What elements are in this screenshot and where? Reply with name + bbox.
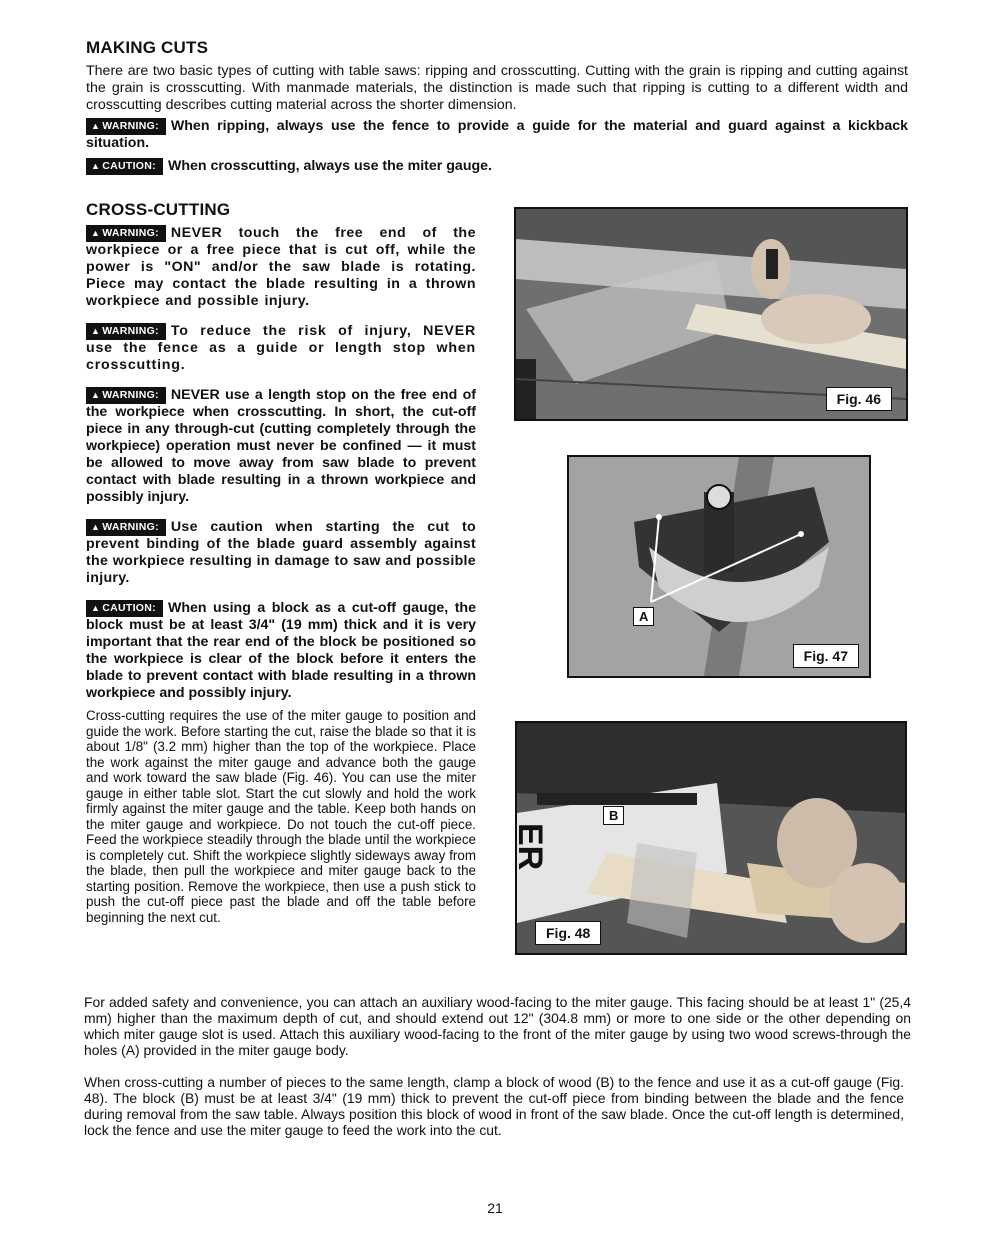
warning-block: ▲ WARNING: NEVER touch the free end of the workpiece or a free piece that is cut off, while the power is "ON" and/or the saw blade is rotating. Piece may contact the blade resulting in a thrown workpiece and possible injury.	[86, 225, 476, 309]
warning-triangle-icon: ▲	[91, 326, 101, 336]
caution-badge: ▲ CAUTION:	[86, 600, 163, 617]
saw-brand-logo: ER	[511, 823, 549, 871]
making-cuts-intro: There are two basic types of cutting with table saws: ripping and crosscutting. Cutting with the grain is ripping and cutting against the grain is crosscutting. With manmade materials, the distinction is made such that ripping is cutting to a different width and crosscutting describes cutting material across the shorter dimension.	[86, 63, 908, 113]
warning-triangle-icon: ▲	[91, 161, 101, 171]
page-number: 21	[487, 1200, 503, 1216]
warning-triangle-icon: ▲	[91, 390, 101, 400]
cross-cutting-body: Cross-cutting requires the use of the miter gauge to position and guide the work. Before starting the cut, raise the blade so that it is about 1/8" (3.2 mm) higher than the top of the workpiece. Place the work against the miter gauge and advance both the gauge and work toward the saw blade (Fig. 46). You can use the miter gauge in either table slot. Start the cut slowly and hold the work firmly against the miter gauge and the table. Keep both hands on the miter gauge and workpiece. Do not touch the cut-off piece. Feed the workpiece steadily through the blade until the workpiece is completely cut. Shift the workpiece slightly sideways away from the blade, then pull the workpiece and miter gauge back to the starting position. Remove the workpiece, then use a push stick to push the cut-off piece past the blade and off the table before beginning the next cut.	[86, 708, 476, 925]
cutoff-block-illustration	[517, 723, 905, 953]
ripping-warning: ▲ WARNING: When ripping, always use the fence to provide a guide for the material and guard against a kickback situation.	[86, 118, 908, 151]
figure-48-label: Fig. 48	[535, 921, 601, 945]
figure-46-label: Fig. 46	[826, 387, 892, 411]
section-heading-cross-cutting: CROSS-CUTTING	[86, 200, 231, 219]
warning-badge: ▲ WARNING:	[86, 519, 166, 536]
callout-b: B	[603, 806, 624, 825]
warning-triangle-icon: ▲	[91, 522, 101, 532]
crosscutting-caution: ▲ CAUTION: When crosscutting, always use the miter gauge.	[86, 158, 908, 175]
caution-block: ▲ CAUTION: When using a block as a cut-off gauge, the block must be at least 3/4" (19 mm) thick and it is very important that the rear end of the block be positioned so the workpiece is clear of the block before it enters the blade to prevent contact with blade resulting in a thrown workpiece and possibly injury.	[86, 600, 476, 701]
cutoff-gauge-paragraph: When cross-cutting a number of pieces to the same length, clamp a block of wood (B) to the fence and use it as a cut-off gauge (Fig. 48). The block (B) must be at least 3/4" (19 mm) thick to prevent the cut-off piece from binding between the blade and the fence during removal from the saw table. Always position this block of wood in front of the saw blade. Once the cut-off length is determined, lock the fence and use the miter gauge to feed the work into the cut.	[84, 1074, 904, 1138]
cross-cutting-column	[86, 225, 476, 938]
warning-triangle-icon: ▲	[91, 603, 101, 613]
warning-badge: ▲ WARNING:	[86, 387, 166, 404]
warning-badge: ▲ WARNING:	[86, 118, 166, 135]
section-heading-making-cuts: MAKING CUTS	[86, 38, 209, 57]
warning-block: ▲ WARNING: To reduce the risk of injury, NEVER use the fence as a guide or length stop when crosscutting.	[86, 323, 476, 373]
warning-badge: ▲ WARNING:	[86, 323, 166, 340]
figure-46-photo	[514, 207, 908, 421]
figure-47-label: Fig. 47	[793, 644, 859, 668]
figure-47-photo	[567, 455, 871, 678]
warning-triangle-icon: ▲	[91, 228, 101, 238]
callout-a: A	[633, 607, 654, 626]
wood-facing-paragraph: For added safety and convenience, you can attach an auxiliary wood-facing to the miter gauge. This facing should be at least 1" (25,4 mm) higher than the maximum depth of cut, and should extend out 12" (304.8 mm) or more to one side or the other depending on which miter gauge slot is used. Attach this auxiliary wood-facing to the front of the miter gauge by using two wood screws-through the holes (A) provided in the miter gauge body.	[84, 994, 911, 1058]
warning-block: ▲ WARNING: NEVER use a length stop on the free end of the workpiece when crosscutting. In short, the cut-off piece in any through-cut (cutting completely through the workpiece) operation must never be confined — it must be allowed to move away from saw blade to prevent contact with blade resulting in a thrown workpiece and possibly injury.	[86, 387, 476, 505]
figure-48-photo	[511, 721, 907, 955]
warning-triangle-icon: ▲	[91, 121, 101, 131]
warning-badge: ▲ WARNING:	[86, 225, 166, 242]
warning-block: ▲ WARNING: Use caution when starting the cut to prevent binding of the blade guard assembly against the workpiece resulting in damage to saw and possible injury.	[86, 519, 476, 586]
caution-badge: ▲ CAUTION:	[86, 158, 163, 175]
